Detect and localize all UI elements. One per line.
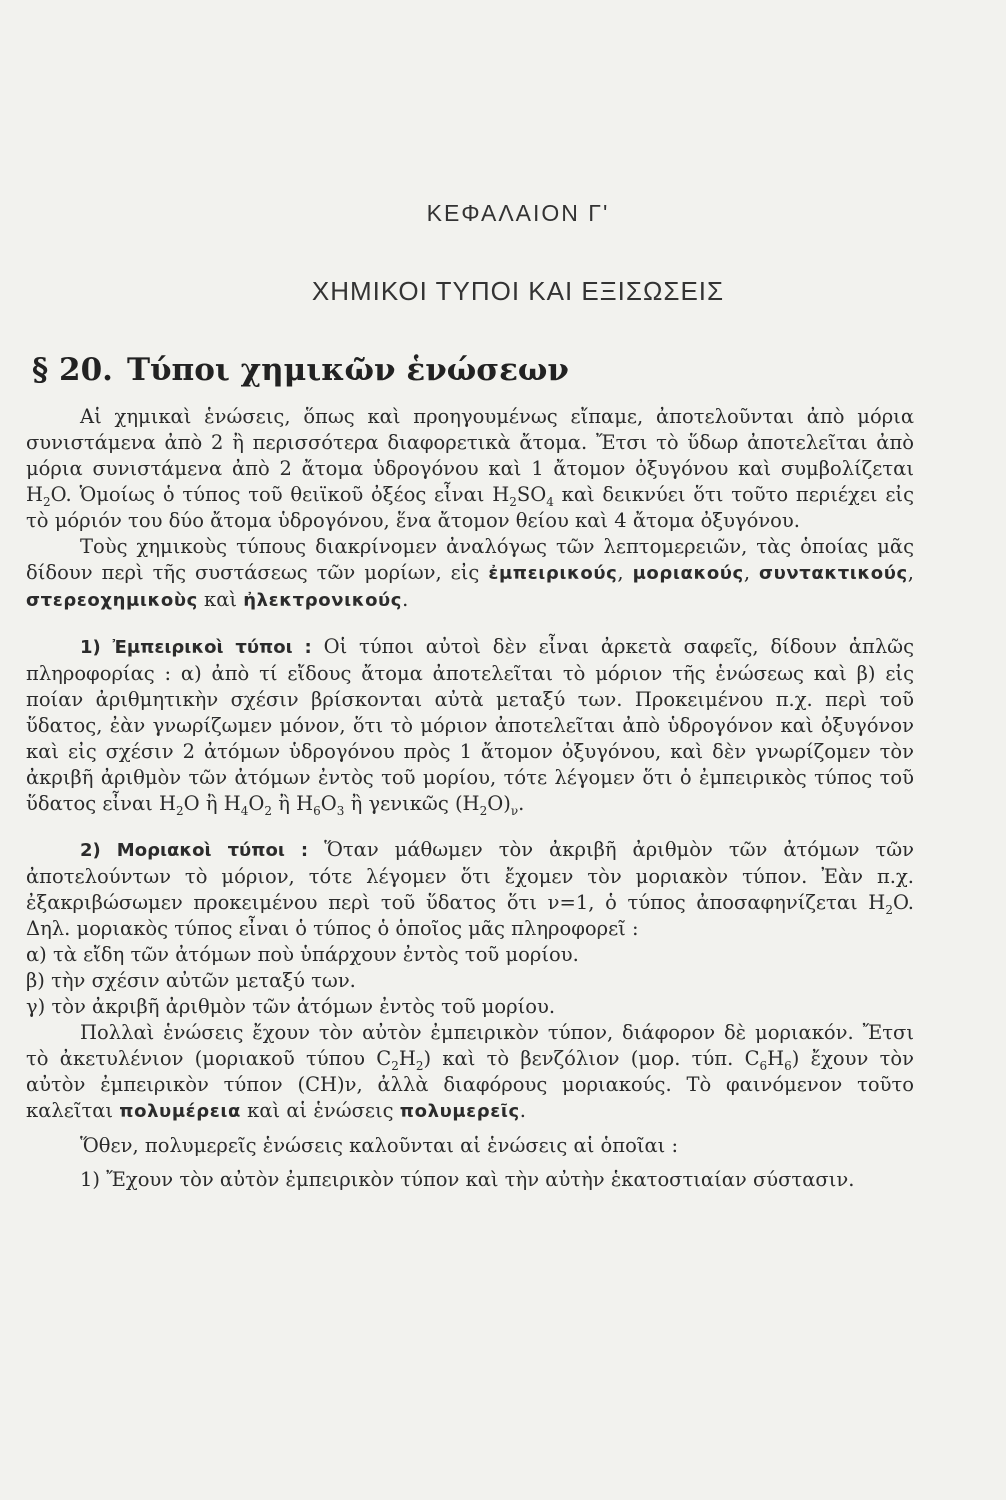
list-item: γ) τὸν ἀκριβῆ ἀριθμὸν τῶν ἀτόμων ἐντὸς τοῦ μορίου.	[26, 995, 556, 1018]
section-number: § 20.	[32, 352, 113, 388]
list-item: β) τὴν σχέσιν αὐτῶν μεταξύ των.	[26, 969, 356, 992]
list-item: α) τὰ εἴδη τῶν ἀτόμων ποὺ ὑπάρχουν ἐντὸς τοῦ μορίου.	[26, 943, 579, 966]
paragraph-polymers: Πολλαὶ ἑνώσεις ἔχουν τὸν αὐτὸν ἐμπειρικὸν τύπον, διάφορον δὲ μοριακόν. Ἔτσι τὸ ἀκετυλένιον (μοριακοῦ τύπου $C_2H_2$) καὶ τὸ βενζόλιον (μορ. τύπ. $C_6H_6$) ἔχουν τὸν αὐτὸν ἐμπειρικὸν τύπον (CH)ν, ἀλλὰ διαφόρους μοριακούς. Τὸ φαινόμενον τοῦτο καλεῖται πολυμέρεια καὶ αἱ ἑνώσεις πολυμερεῖς.	[26, 1021, 914, 1122]
paragraph-molecular: 2) Μοριακοὶ τύποι : Ὅταν μάθωμεν τὸν ἀκριβῆ ἀριθμὸν τῶν ἀτόμων τῶν ἀποτελούντων τὸ μόριον, τότε λέγομεν ὅτι ἔχομεν τὸν μοριακὸν τύπον. Ἐὰν π.χ. ἐξακριβώσωμεν προκειμένου περὶ τοῦ ὕδατος ὅτι ν=1, ὁ τύπος ἀποσαφηνίζεται $H_2O$. Δηλ. μοριακὸς τύπος εἶναι ὁ τύπος ὁ ὁποῖος μᾶς πληροφορεῖ :	[26, 838, 914, 940]
chapter-label: ΚΕΦΑΛΑΙΟΝ Γ'	[426, 200, 610, 226]
paragraph-intro: Αἱ χημικαὶ ἑνώσεις, ὅπως καὶ προηγουμένως εἴπαμε, ἀποτελοῦνται ἀπὸ μόρια συνιστάμενα ἀπὸ 2 ἢ περισσότερα διαφορετικὰ ἄτομα. Ἔτσι τὸ ὕδωρ ἀποτελεῖται ἀπὸ μόρια συνιστάμενα ἀπὸ 2 ἄτομα ὑδρογόνου καὶ 1 ἄτομον ὀξυγόνου καὶ συμβολίζεται $H_2O$. Ὁμοίως ὁ τύπος τοῦ θειϊκοῦ ὀξέος εἶναι $H_2SO_4$ καὶ δεικνύει ὅτι τοῦτο περιέχει εἰς τὸ μόριόν του δύο ἄτομα ὑδρογόνου, ἕνα ἄτομον θείου καὶ 4 ἄτομα ὀξυγόνου.	[26, 405, 915, 532]
molecular-label: 2) Μοριακοὶ τύποι :	[80, 840, 309, 861]
section-title: Τύποι χημικῶν ἑνώσεων	[126, 352, 569, 388]
paragraph-empirical: 1) Ἐμπειρικοὶ τύποι : Οἱ τύποι αὐτοὶ δὲν εἶναι ἀρκετὰ σαφεῖς, δίδουν ἁπλῶς πληροφορίας : α) ἀπὸ τί εἴδους ἄτομα ἀποτελεῖται τὸ μόριον τῆς ἑνώσεως καὶ β) εἰς ποίαν ἀριθμητικὴν σχέσιν βρίσκονται αὐτὰ μεταξύ των. Προκειμένου π.χ. περὶ τοῦ ὕδατος, ἐὰν γνωρίζωμεν μόνον, ὅτι τὸ μόριον ἀποτελεῖται ἀπὸ ὑδρογόνον καὶ ὀξυγόνον καὶ εἰς σχέσιν 2 ἀτόμων ὑδρογόνου πρὸς 1 ἄτομον ὀξυγόνου, καὶ δὲν γνωρίζομεν τὸν ἀκριβῆ ἀριθμὸν τῶν ἀτόμων ἐντὸς τοῦ μορίου, τότε λέγομεν ὅτι ὁ ἐμπειρικὸς τύπος τοῦ ὕδατος εἶναι $H_2O$ ἢ $H_4O_2$ ἢ $H_6O_3$ ἢ γενικῶς $(H_2O)_\nu$.	[26, 635, 914, 818]
paragraph-definition: Ὅθεν, πολυμερεῖς ἑνώσεις καλοῦνται αἱ ἑνώσεις αἱ ὁποῖαι :	[80, 1134, 679, 1157]
chapter-title: ΧΗΜΙΚΟΙ ΤΥΠΟΙ ΚΑΙ ΕΞΙΣΩΣΕΙΣ	[311, 276, 725, 306]
body-text	[26, 404, 914, 1193]
section-heading	[32, 352, 569, 388]
paragraph-condition-1: 1) Ἔχουν τὸν αὐτὸν ἐμπειρικὸν τύπον καὶ τὴν αὐτὴν ἑκατοστιαίαν σύστασιν.	[80, 1168, 855, 1191]
paragraph-types: Τοὺς χημικοὺς τύπους διακρίνομεν ἀναλόγως τῶν λεπτομερειῶν, τὰς ὁποίας μᾶς δίδουν περὶ τῆς συστάσεως τῶν μορίων, εἰς ἐμπειρικούς, μοριακούς, συντακτικούς, στερεοχημικοὺς καὶ ἠλεκτρονικούς.	[26, 535, 914, 611]
empirical-label: 1) Ἐμπειρικοὶ τύποι :	[80, 637, 312, 658]
